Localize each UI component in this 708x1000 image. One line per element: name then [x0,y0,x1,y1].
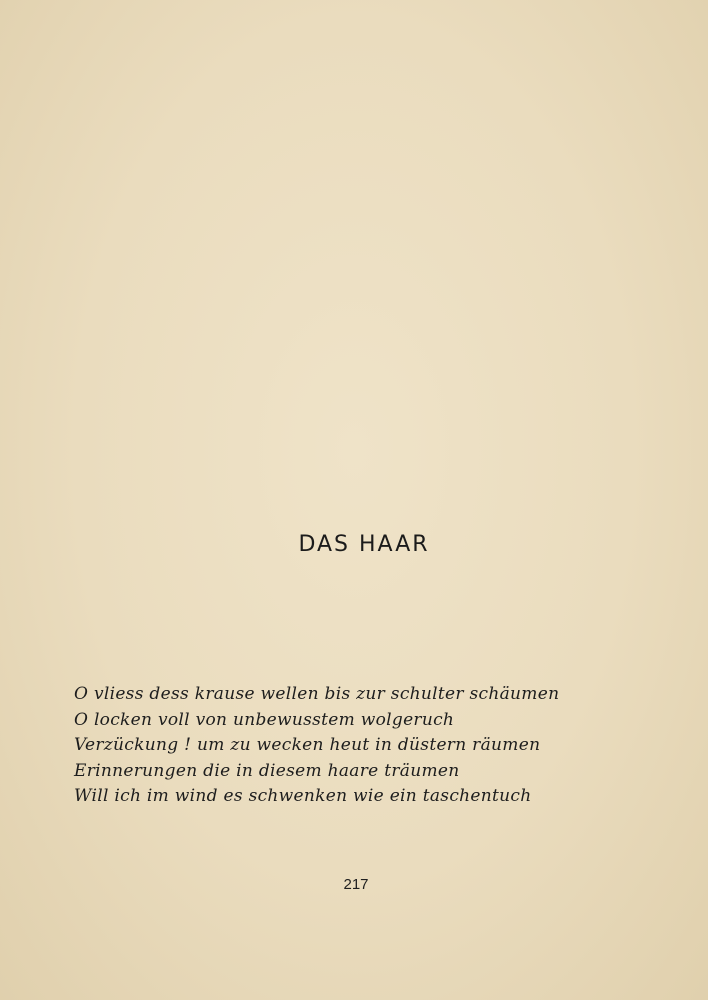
poem-line: O vliess dess krause wellen bis zur schulter schäumen [74,684,560,704]
poem-line: Verzückung ! um zu wecken heut in düstern räumen [74,735,541,755]
poem-line: O locken voll von unbewusstem wolgeruch [74,709,455,730]
page-number: 217 [343,876,369,893]
poem-stanza [74,682,574,810]
poem-title: DAS HAAR [298,532,430,557]
poem-line: Erinnerungen die in diesem haare träumen [74,760,460,781]
poem-line: Will ich im wind es schwenken wie ein taschentuch [74,786,532,806]
